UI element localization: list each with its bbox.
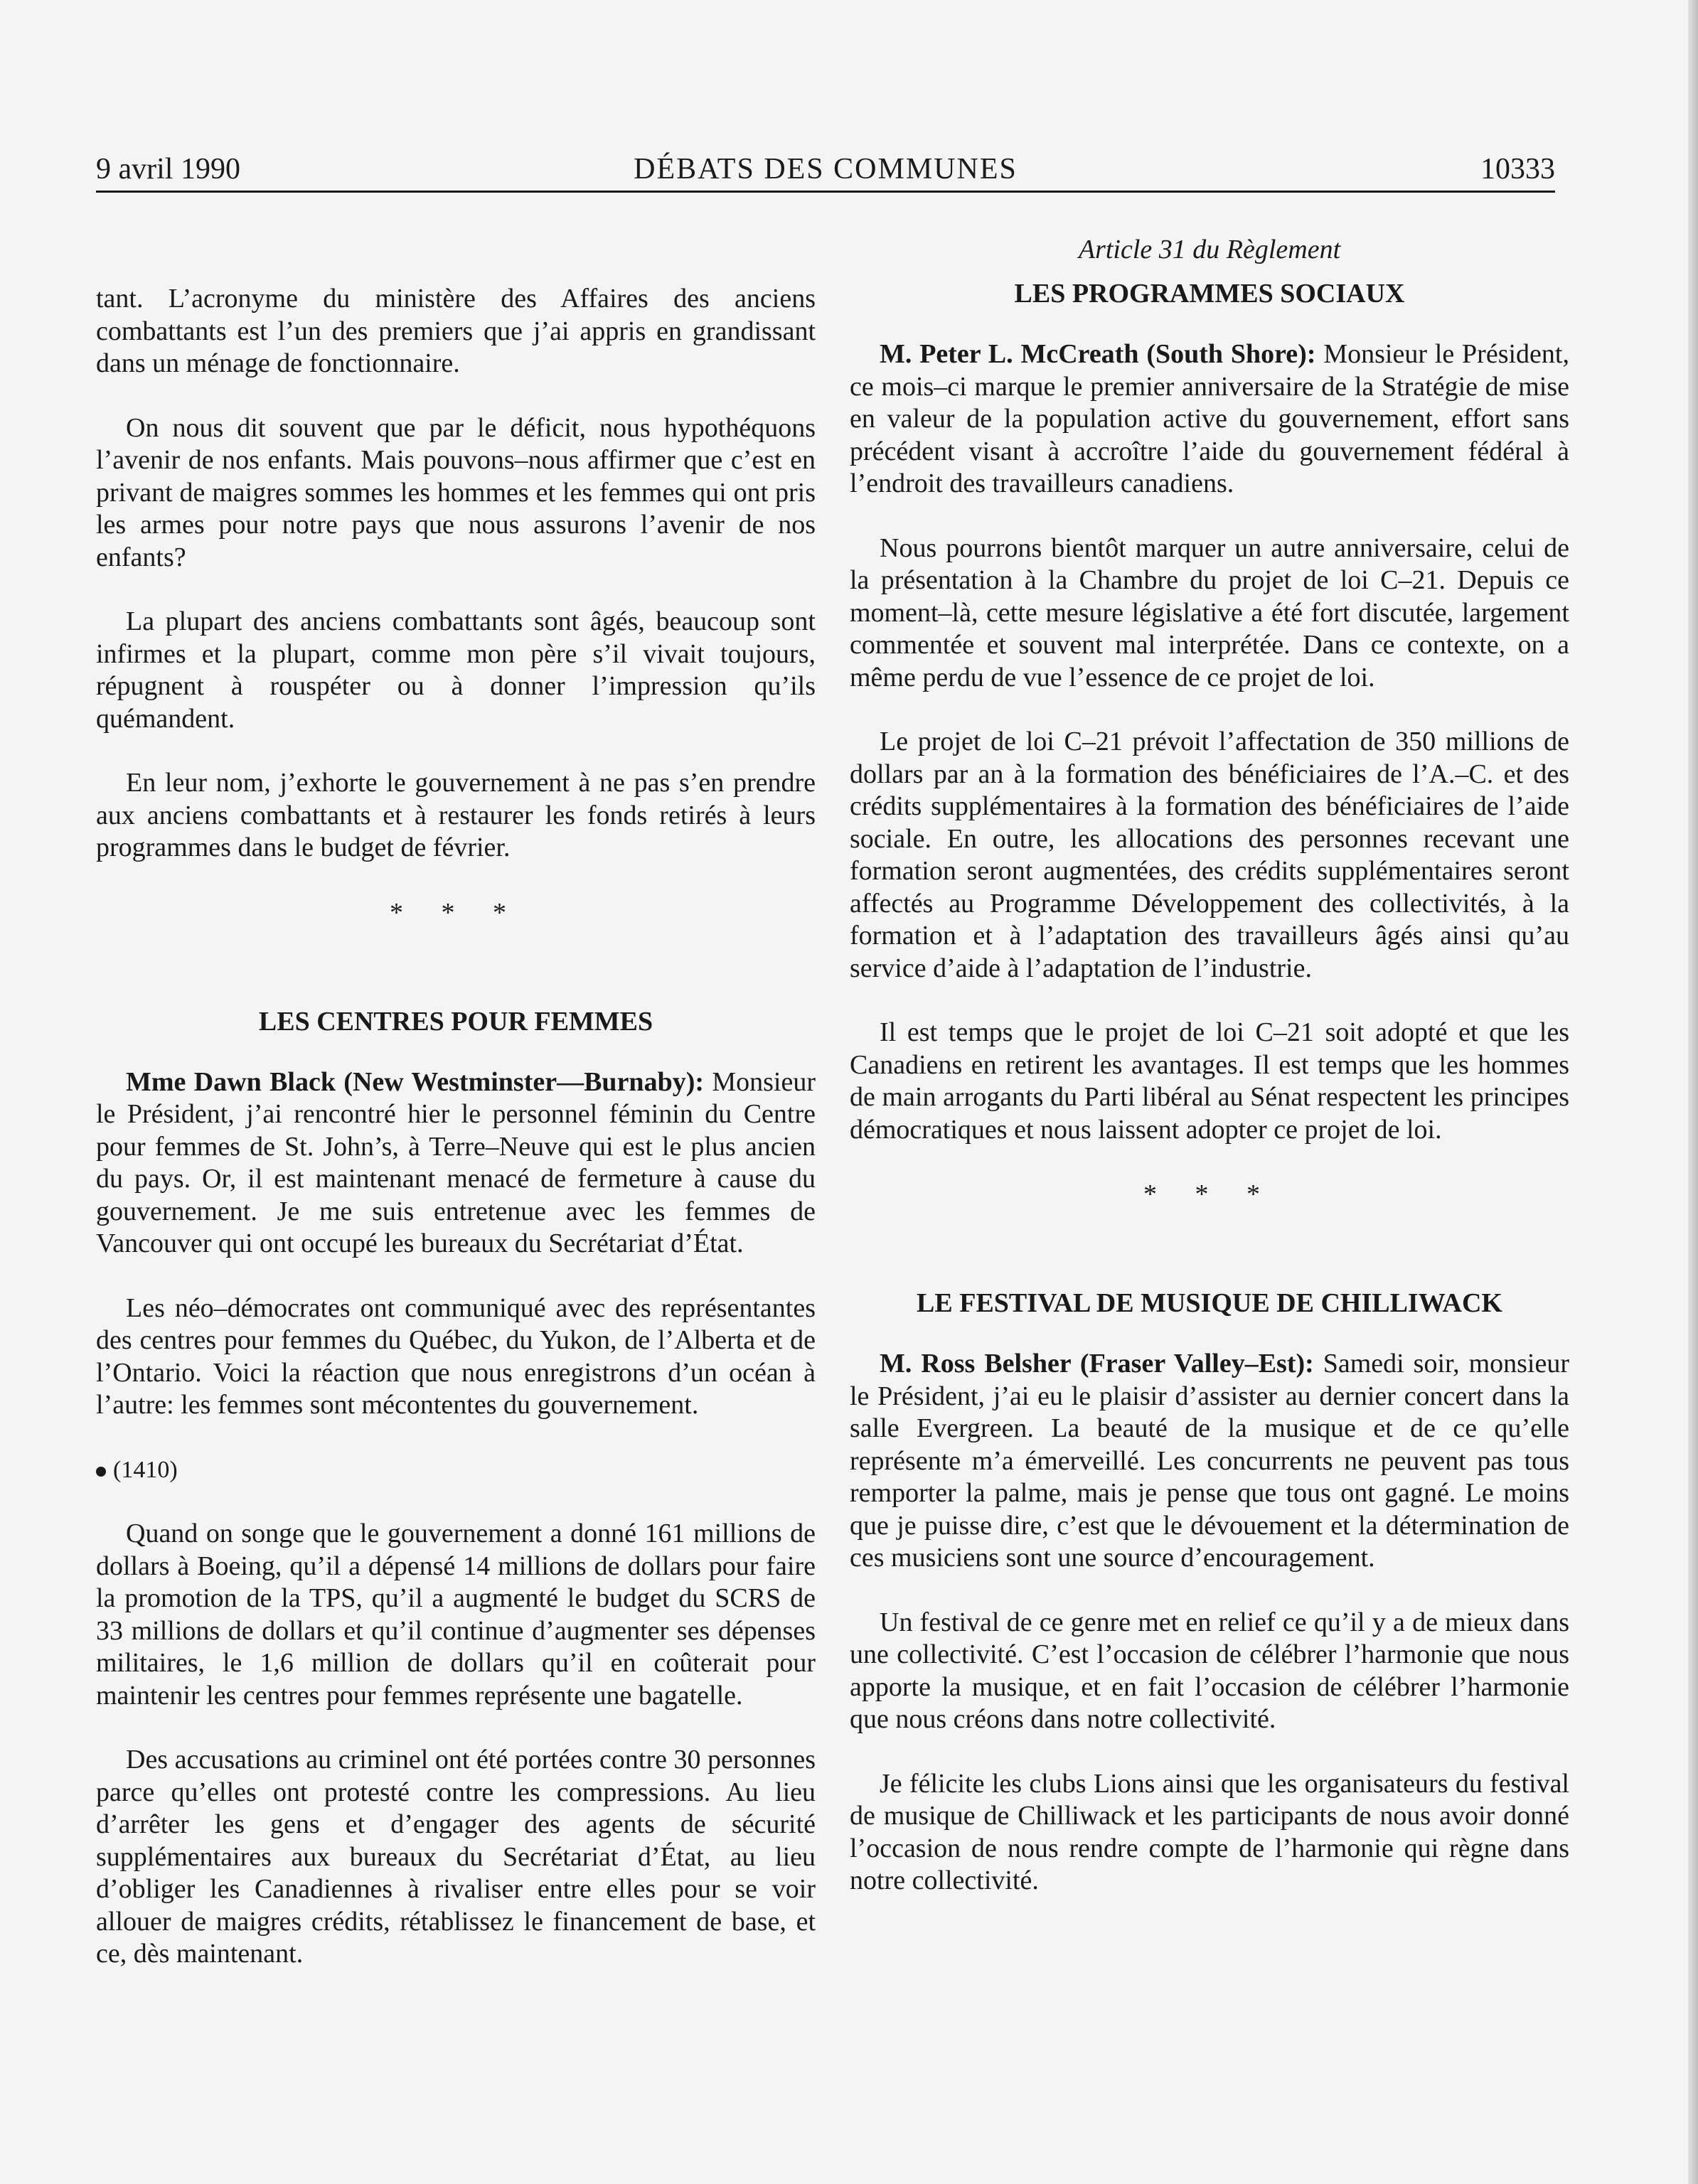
speaker-name: Mme Dawn Black (New Westminster—Burnaby): (126, 1066, 705, 1097)
header-date: 9 avril 1990 (96, 153, 240, 186)
scan-edge-shadow (1688, 0, 1698, 2184)
paragraph: Un festival de ce genre met en relief ce qu’il y a de mieux dans une collectivité. C’est l’occasion de célébrer l’harmonie que nous apporte la musique, et en fait l’occasion de célébrer l’harmonie que nous créons dans notre collectivité. (850, 1607, 1569, 1734)
paragraph: Les néo–démocrates ont communiqué avec des représentantes des centres pour femmes du Québec, du Yukon, de l’Alberta et de l’Ontario. Voici la réaction que nous enregistrons d’un océan à l’autre: les femmes sont mécontentes du gouvernement. (96, 1292, 816, 1420)
bullet-icon (96, 1467, 106, 1477)
paragraph (850, 338, 1569, 500)
section-heading: LES PROGRAMMES SOCIAUX (1014, 279, 1405, 309)
paragraph: tant. L’acronyme du ministère des Affaires des anciens combattants est l’un des premiers que j’ai appris en grandissant dans un ménage de fonctionnaire. (96, 284, 816, 378)
speaker-name: M. Peter L. McCreath (South Shore): (880, 339, 1316, 369)
paragraph (850, 1348, 1569, 1575)
paragraph: Il est temps que le projet de loi C–21 soit adopté et que les Canadiens en retirent les avantages. Il est temps que les hommes de main arrogants du Parti libéral au Sénat respectent les principes démocratiques et nous laissent adopter ce projet de loi. (850, 1017, 1569, 1145)
timestamp-value: (1410) (113, 1456, 178, 1483)
header-page-number: 10333 (1480, 153, 1555, 186)
section-heading: LES CENTRES POUR FEMMES (258, 1006, 653, 1037)
section-heading: LE FESTIVAL DE MUSIQUE DE CHILLIWACK (917, 1288, 1502, 1318)
speech-text: Monsieur le Président, j’ai rencontré hier le personnel féminin du Centre pour femmes de St. John’s, à Terre–Neuve qui est le plus ancien du pays. Or, il est maintenant menacé de fermeture à cause du gouvernement. Je me suis entretenue avec les femmes de Vancouver qui ont occupé les bureaux du Secrétariat d’État. (96, 1066, 816, 1258)
left-column (96, 283, 816, 2003)
paragraph: Quand on songe que le gouvernement a donné 161 millions de dollars à Boeing, qu’il a dépensé 14 millions de dollars pour faire la promotion de la TPS, qu’il a augmenté le budget du SCRS de 33 millions de dollars et qu’il continue d’augmenter ses dépenses militaires, le 1,6 million de dollars qu’il en coûterait pour maintenir les centres pour femmes représente une bagatelle. (96, 1519, 816, 1711)
speech-text: Samedi soir, monsieur le Président, j’ai eu le plaisir d’assister au dernier concert dans la salle Evergreen. La beauté de la musique et de ce qu’elle représente m’a émerveillé. Les concurrents ne peuvent pas tous remporter la palme, mais je pense que tous ont gagné. Le moins que je puisse dire, c’est que le dévouement et la détermination de ces musiciens sont une source d’encouragement. (850, 1349, 1569, 1573)
section-separator: * * * (1143, 1179, 1276, 1209)
section-separator: * * * (390, 897, 522, 928)
paragraph: La plupart des anciens combattants sont âgés, beaucoup sont infirmes et la plupart, comme mon père s’il vivait toujours, répugnent à rouspéter ou à donner l’impression qu’ils quémandent. (96, 606, 816, 734)
page-header (96, 148, 1555, 191)
right-column (850, 233, 1569, 1929)
paragraph: Des accusations au criminel ont été portées contre 30 personnes parce qu’elles ont protesté contre les compressions. Au lieu d’arrêter les gens et d’engager des agents de sécurité supplémentaires aux bureaux du Secrétariat d’État, au lieu d’obliger les Canadiennes à rivaliser entre elles pour se voir allouer de maigres crédits, rétablissez le financement de base, et ce, dès maintenant. (96, 1745, 816, 1969)
paragraph: Je félicite les clubs Lions ainsi que les organisateurs du festival de musique de Chilliwack et les participants de nous avoir donné l’occasion de nous rendre compte de l’harmonie qui règne dans notre collectivité. (850, 1768, 1569, 1895)
paragraph: Le projet de loi C–21 prévoit l’affectation de 350 millions de dollars par an à la formation des bénéficiaires de l’A.–C. et des crédits supplémentaires à la formation des bénéficiaires de l’aide sociale. En outre, les allocations des personnes recevant une formation seront augmentées, des crédits supplémentaires seront affectés au Programme Développement des collectivités, à la formation et à l’adaptation des travailleurs âgés ainsi qu’au service d’aide à l’adaptation de l’industrie. (850, 727, 1569, 983)
speaker-name: M. Ross Belsher (Fraser Valley–Est): (880, 1349, 1314, 1379)
speech-text: Monsieur le Président, ce mois–ci marque le premier anniversaire de la Stratégie de mise en valeur de la population active du gouvernement, effort sans précédent visant à accroître l’aide du gouvernement fédéral à l’endroit des travailleurs canadiens. (850, 339, 1569, 498)
header-title: DÉBATS DES COMMUNES (634, 153, 1018, 186)
rubric: Article 31 du Règlement (1078, 235, 1341, 264)
paragraph: On nous dit souvent que par le déficit, nous hypothéquons l’avenir de nos enfants. Mais pouvons–nous affirmer que c’est en privant de maigres sommes les hommes et les femmes qui ont pris les armes pour notre pays que nous assurons l’avenir de nos enfants? (96, 412, 816, 572)
paragraph: En leur nom, j’exhorte le gouvernement à ne pas s’en prendre aux anciens combattants et à restaurer les fonds retirés à leurs programmes dans le budget de février. (96, 768, 816, 862)
header-rule (96, 191, 1555, 193)
timestamp (96, 1454, 816, 1487)
paragraph (96, 1066, 816, 1260)
paragraph: Nous pourrons bientôt marquer un autre anniversaire, celui de la présentation à la Chambre du projet de loi C–21. Depuis ce moment–là, cette mesure législative a été fort discutée, largement commentée et souvent mal interprétée. Dans ce contexte, on a même perdu de vue l’essence de ce projet de loi. (850, 532, 1569, 692)
